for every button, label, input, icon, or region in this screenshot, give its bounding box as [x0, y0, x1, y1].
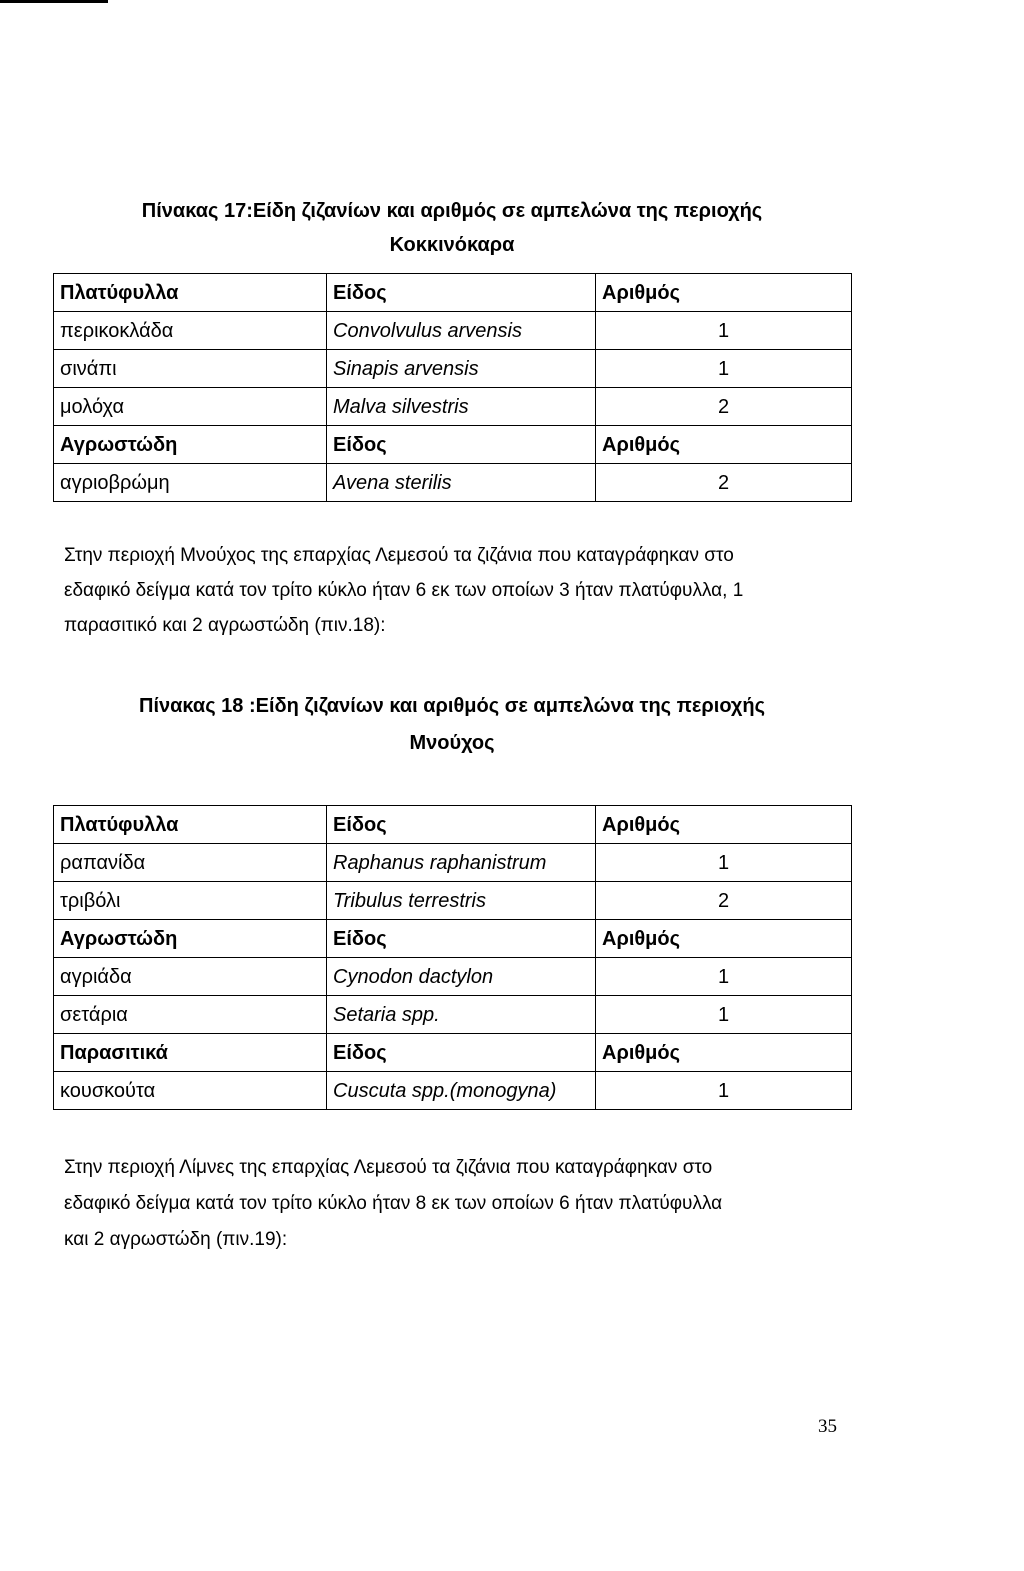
- count-header-cell: Αριθμός: [596, 1034, 852, 1072]
- paragraph2-line1: Στην περιοχή Λίμνες της επαρχίας Λεμεσού τα ζιζάνια που καταγράφηκαν στο: [64, 1157, 713, 1178]
- table-row: [54, 996, 852, 1034]
- common-name-cell: αγριοβρώμη: [54, 464, 327, 502]
- table-row: [54, 464, 852, 502]
- species-cell: Tribulus terrestris: [327, 882, 596, 920]
- table-row: [54, 958, 852, 996]
- count-header-cell: Αριθμός: [596, 920, 852, 958]
- table-row: [54, 312, 852, 350]
- paragraph1-line2: εδαφικό δείγμα κατά τον τρίτο κύκλο ήταν 6 εκ των οποίων 3 ήταν πλατύφυλλα, 1: [64, 580, 744, 601]
- species-cell: Setaria spp.: [327, 996, 596, 1034]
- category-cell: Πλατύφυλλα: [54, 806, 327, 844]
- table17-title-line2: Κοκκινόκαρα: [389, 234, 515, 256]
- table17-caption: [52, 194, 852, 262]
- count-cell: 1: [596, 350, 852, 388]
- page-number: 35: [818, 1416, 837, 1437]
- species-header-cell: Είδος: [327, 806, 596, 844]
- species-cell: Sinapis arvensis: [327, 350, 596, 388]
- species-cell: Malva silvestris: [327, 388, 596, 426]
- count-cell: 1: [596, 958, 852, 996]
- species-header-cell: Είδος: [327, 920, 596, 958]
- table-row: [54, 1072, 852, 1110]
- table17: [53, 273, 852, 502]
- count-cell: 2: [596, 388, 852, 426]
- species-header-cell: Είδος: [327, 1034, 596, 1072]
- paragraph2-line2: εδαφικό δείγμα κατά τον τρίτο κύκλο ήταν 8 εκ των οποίων 6 ήταν πλατύφυλλα: [64, 1193, 723, 1214]
- species-header-cell: Είδος: [327, 426, 596, 464]
- table-header-row: [54, 426, 852, 464]
- species-cell: Cuscuta spp.(monogyna): [327, 1072, 596, 1110]
- common-name-cell: ραπανίδα: [54, 844, 327, 882]
- count-cell: 1: [596, 844, 852, 882]
- common-name-cell: περικοκλάδα: [54, 312, 327, 350]
- table-row: [54, 882, 852, 920]
- table18-caption: [52, 689, 852, 760]
- count-cell: 1: [596, 996, 852, 1034]
- common-name-cell: τριβόλι: [54, 882, 327, 920]
- paragraph2-line3: και 2 αγρωστώδη (πιν.19):: [64, 1229, 288, 1250]
- table18: [53, 805, 852, 1110]
- table18-title-line1: Πίνακας 18 :Είδη ζιζανίων και αριθμός σε αμπελώνα της περιοχής: [139, 695, 765, 717]
- species-cell: Avena sterilis: [327, 464, 596, 502]
- common-name-cell: αγριάδα: [54, 958, 327, 996]
- common-name-cell: σετάρια: [54, 996, 327, 1034]
- count-header-cell: Αριθμός: [596, 426, 852, 464]
- table-header-row: [54, 806, 852, 844]
- top-rule: [0, 0, 108, 3]
- species-header-cell: Είδος: [327, 274, 596, 312]
- paragraph1-line3: παρασιτικό και 2 αγρωστώδη (πιν.18):: [64, 615, 386, 636]
- table-header-row: [54, 1034, 852, 1072]
- count-cell: 1: [596, 1072, 852, 1110]
- paragraph-limnes: [64, 1150, 854, 1258]
- paragraph1-line1: Στην περιοχή Μνούχος της επαρχίας Λεμεσού τα ζιζάνια που καταγράφηκαν στο: [64, 545, 734, 566]
- count-cell: 2: [596, 882, 852, 920]
- count-cell: 2: [596, 464, 852, 502]
- category-cell: Αγρωστώδη: [54, 920, 327, 958]
- table-row: [54, 844, 852, 882]
- common-name-cell: κουσκούτα: [54, 1072, 327, 1110]
- species-cell: Convolvulus arvensis: [327, 312, 596, 350]
- table-row: [54, 350, 852, 388]
- category-cell: Πλατύφυλλα: [54, 274, 327, 312]
- common-name-cell: σινάπι: [54, 350, 327, 388]
- common-name-cell: μολόχα: [54, 388, 327, 426]
- species-cell: Raphanus raphanistrum: [327, 844, 596, 882]
- category-cell: Παρασιτικά: [54, 1034, 327, 1072]
- table-header-row: [54, 920, 852, 958]
- paragraph-mnouchos: [64, 538, 854, 643]
- table18-title-line2: Μνούχος: [409, 732, 495, 754]
- count-header-cell: Αριθμός: [596, 806, 852, 844]
- category-cell: Αγρωστώδη: [54, 426, 327, 464]
- table17-title-line1: Πίνακας 17:Είδη ζιζανίων και αριθμός σε αμπελώνα της περιοχής: [141, 200, 763, 222]
- species-cell: Cynodon dactylon: [327, 958, 596, 996]
- table-header-row: [54, 274, 852, 312]
- count-header-cell: Αριθμός: [596, 274, 852, 312]
- table-row: [54, 388, 852, 426]
- count-cell: 1: [596, 312, 852, 350]
